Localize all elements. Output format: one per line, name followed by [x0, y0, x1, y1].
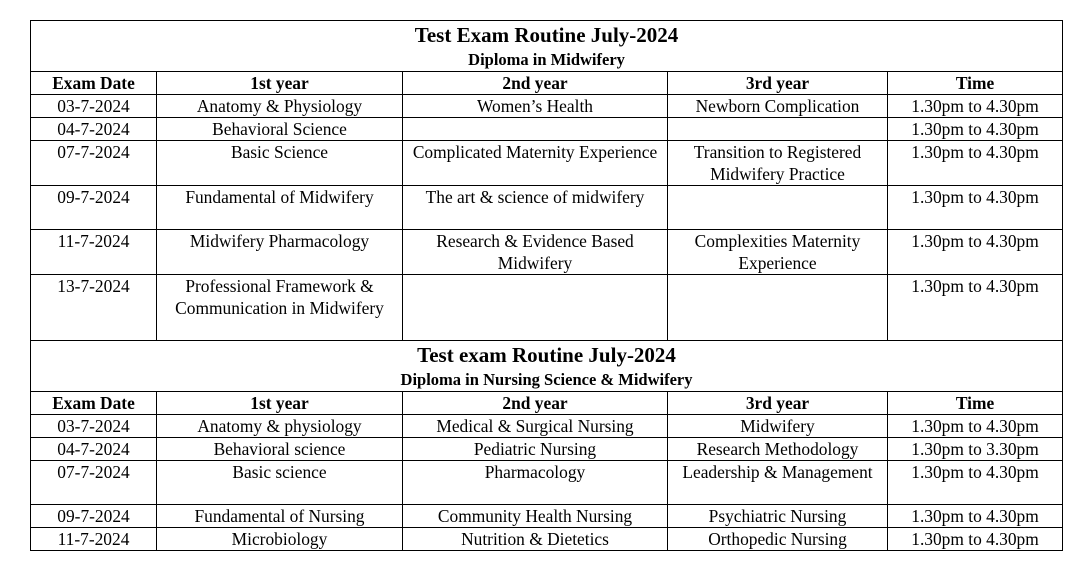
- second-year-cell: Pediatric Nursing: [403, 438, 668, 461]
- table-row: [31, 118, 1063, 141]
- section2-title-row: [31, 341, 1063, 392]
- first-year-cell: Anatomy & Physiology: [157, 95, 403, 118]
- table-row: [31, 141, 1063, 186]
- first-year-cell: Fundamental of Midwifery: [157, 186, 403, 230]
- second-year-cell: Pharmacology: [403, 461, 668, 505]
- column-header-1st-year: 1st year: [157, 72, 403, 95]
- second-year-cell: Complicated Maternity Experience: [403, 141, 668, 186]
- third-year-cell: Newborn Complication: [668, 95, 888, 118]
- first-year-cell: Anatomy & physiology: [157, 415, 403, 438]
- column-header-exam-date: Exam Date: [31, 72, 157, 95]
- table-row: [31, 528, 1063, 551]
- column-header-2nd-year: 2nd year: [403, 392, 668, 415]
- second-year-cell: Community Health Nursing: [403, 505, 668, 528]
- first-year-cell: Behavioral Science: [157, 118, 403, 141]
- first-year-cell: Fundamental of Nursing: [157, 505, 403, 528]
- column-header-2nd-year: 2nd year: [403, 72, 668, 95]
- time-cell: 1.30pm to 4.30pm: [888, 461, 1063, 505]
- time-cell: 1.30pm to 4.30pm: [888, 141, 1063, 186]
- exam-date-cell: 09-7-2024: [31, 186, 157, 230]
- table-row: [31, 275, 1063, 341]
- table-row: [31, 438, 1063, 461]
- second-year-cell: Research & Evidence Based Midwifery: [403, 230, 668, 275]
- third-year-cell: Transition to Registered Midwifery Practice: [668, 141, 888, 186]
- first-year-cell: Microbiology: [157, 528, 403, 551]
- column-header-time: Time: [888, 72, 1063, 95]
- second-year-cell: The art & science of midwifery: [403, 186, 668, 230]
- exam-routine-table: [30, 20, 1063, 551]
- first-year-cell: Midwifery Pharmacology: [157, 230, 403, 275]
- exam-date-cell: 11-7-2024: [31, 230, 157, 275]
- time-cell: 1.30pm to 3.30pm: [888, 438, 1063, 461]
- exam-date-cell: 07-7-2024: [31, 461, 157, 505]
- column-header-1st-year: 1st year: [157, 392, 403, 415]
- section2-title-cell: [31, 341, 1063, 392]
- time-cell: 1.30pm to 4.30pm: [888, 415, 1063, 438]
- first-year-cell: Professional Framework & Communication in Midwifery: [157, 275, 403, 341]
- time-cell: 1.30pm to 4.30pm: [888, 275, 1063, 341]
- second-year-cell: Women’s Health: [403, 95, 668, 118]
- section1-title-cell: [31, 21, 1063, 72]
- third-year-cell: Complexities Maternity Experience: [668, 230, 888, 275]
- table-row: [31, 95, 1063, 118]
- first-year-cell: Basic science: [157, 461, 403, 505]
- third-year-cell: [668, 118, 888, 141]
- exam-date-cell: 03-7-2024: [31, 415, 157, 438]
- second-year-cell: Nutrition & Dietetics: [403, 528, 668, 551]
- time-cell: 1.30pm to 4.30pm: [888, 230, 1063, 275]
- table-row: [31, 505, 1063, 528]
- second-year-cell: [403, 118, 668, 141]
- third-year-cell: [668, 186, 888, 230]
- table-row: [31, 230, 1063, 275]
- column-header-3rd-year: 3rd year: [668, 392, 888, 415]
- section2-subtitle: Diploma in Nursing Science & Midwifery: [400, 370, 693, 389]
- section1-title: Test Exam Routine July-2024: [414, 23, 679, 47]
- third-year-cell: Midwifery: [668, 415, 888, 438]
- exam-date-cell: 04-7-2024: [31, 118, 157, 141]
- exam-date-cell: 13-7-2024: [31, 275, 157, 341]
- exam-date-cell: 03-7-2024: [31, 95, 157, 118]
- table-row: [31, 461, 1063, 505]
- section1-title-row: [31, 21, 1063, 72]
- table-row: [31, 186, 1063, 230]
- exam-date-cell: 09-7-2024: [31, 505, 157, 528]
- third-year-cell: Orthopedic Nursing: [668, 528, 888, 551]
- exam-date-cell: 07-7-2024: [31, 141, 157, 186]
- time-cell: 1.30pm to 4.30pm: [888, 186, 1063, 230]
- third-year-cell: Psychiatric Nursing: [668, 505, 888, 528]
- section1-subtitle: Diploma in Midwifery: [468, 50, 625, 69]
- section2-header-row: [31, 392, 1063, 415]
- third-year-cell: Leadership & Management: [668, 461, 888, 505]
- time-cell: 1.30pm to 4.30pm: [888, 505, 1063, 528]
- time-cell: 1.30pm to 4.30pm: [888, 95, 1063, 118]
- column-header-3rd-year: 3rd year: [668, 72, 888, 95]
- second-year-cell: Medical & Surgical Nursing: [403, 415, 668, 438]
- third-year-cell: Research Methodology: [668, 438, 888, 461]
- time-cell: 1.30pm to 4.30pm: [888, 528, 1063, 551]
- time-cell: 1.30pm to 4.30pm: [888, 118, 1063, 141]
- third-year-cell: [668, 275, 888, 341]
- section2-title: Test exam Routine July-2024: [417, 343, 676, 367]
- column-header-time: Time: [888, 392, 1063, 415]
- table-row: [31, 415, 1063, 438]
- first-year-cell: Basic Science: [157, 141, 403, 186]
- first-year-cell: Behavioral science: [157, 438, 403, 461]
- column-header-exam-date: Exam Date: [31, 392, 157, 415]
- exam-date-cell: 04-7-2024: [31, 438, 157, 461]
- second-year-cell: [403, 275, 668, 341]
- section1-header-row: [31, 72, 1063, 95]
- exam-date-cell: 11-7-2024: [31, 528, 157, 551]
